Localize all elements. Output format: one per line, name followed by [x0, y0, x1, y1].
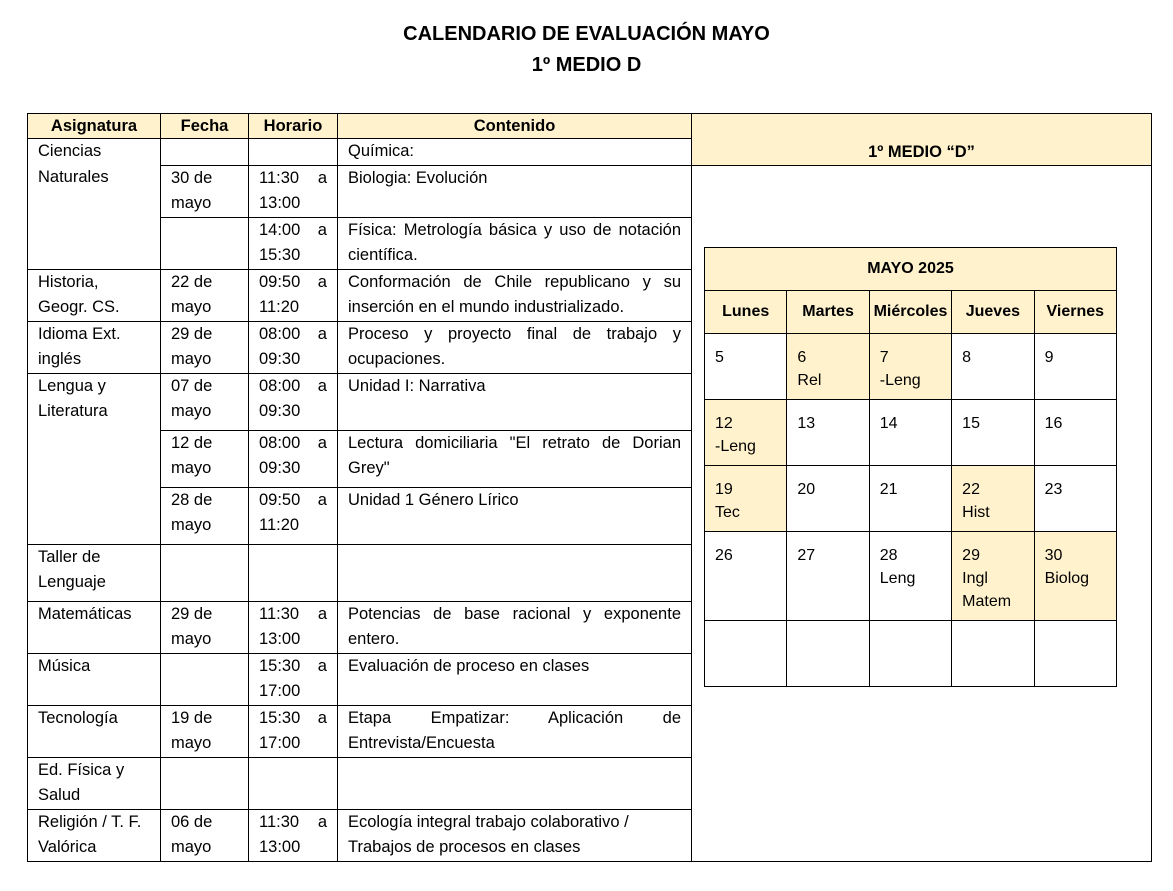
- calendar-day: 28 Leng: [869, 531, 951, 620]
- evaluation-table: [27, 113, 1152, 862]
- content-cell: Proceso y proyecto final de trabajo y ocupaciones.: [338, 321, 692, 373]
- calendar-day: 19 Tec: [705, 465, 787, 531]
- calendar-panel: [692, 165, 1152, 861]
- page-subtitle: 1º MEDIO D: [531, 54, 642, 76]
- date-cell: [161, 139, 249, 166]
- header-row: [28, 114, 1152, 139]
- subject-cell: Música: [28, 653, 161, 705]
- time-cell: [249, 139, 338, 166]
- calendar-day: 5: [705, 333, 787, 399]
- date-cell: 22 de mayo: [161, 269, 249, 321]
- content-cell: Evaluación de proceso en clases: [338, 653, 692, 705]
- date-cell: 06 de mayo: [161, 809, 249, 861]
- calendar-week: [705, 620, 1117, 686]
- date-cell: 30 de mayo: [161, 165, 249, 217]
- calendar-day: [869, 620, 951, 686]
- content-cell: Ecología integral trabajo colaborativo / Trabajos de procesos en clases: [338, 809, 692, 861]
- calendar-day: [1034, 620, 1116, 686]
- weekday-miercoles: Miércoles: [869, 290, 951, 333]
- subject-cell: Tecnología: [28, 705, 161, 757]
- may-calendar: [704, 247, 1117, 687]
- calendar-note: -Leng: [879, 371, 921, 389]
- table-row: [28, 165, 1152, 217]
- calendar-note: Biolog: [1044, 569, 1090, 587]
- course-header: 1º MEDIO “D”: [692, 114, 1152, 166]
- subject-cell: Taller de Lenguaje: [28, 544, 161, 601]
- weekday-row: [705, 290, 1117, 333]
- time-cell: 14:00 a 15:30: [249, 217, 338, 269]
- calendar-day: 12 -Leng: [705, 399, 787, 465]
- date-cell: 19 de mayo: [161, 705, 249, 757]
- subject-cell: Idioma Ext. inglés: [28, 321, 161, 373]
- header-contenido: Contenido: [338, 114, 692, 139]
- calendar-note: Tec: [715, 503, 740, 521]
- date-cell: [161, 217, 249, 269]
- subject-cell: Ciencias Naturales: [28, 139, 161, 270]
- subject-cell: Historia, Geogr. CS.: [28, 269, 161, 321]
- time-cell: 09:50 a 11:20: [249, 487, 338, 544]
- content-cell: Unidad I: Narrativa: [338, 373, 692, 430]
- content-cell: Lectura domiciliaria "El retrato de Dorian Grey": [338, 430, 692, 487]
- calendar-day: [705, 620, 787, 686]
- calendar-day: [787, 620, 869, 686]
- time-cell: 15:30 a 17:00: [249, 705, 338, 757]
- time-cell: 08:00 a 09:30: [249, 321, 338, 373]
- subject-cell: Lengua y Literatura: [28, 373, 161, 544]
- subject-cell: Matemáticas: [28, 601, 161, 653]
- time-cell: [249, 757, 338, 809]
- time-cell: 15:30 a 17:00: [249, 653, 338, 705]
- content-cell: Física: Metrología básica y uso de notación científica.: [338, 217, 692, 269]
- calendar-day: 9: [1034, 333, 1116, 399]
- content-cell: [338, 544, 692, 601]
- date-cell: 12 de mayo: [161, 430, 249, 487]
- weekday-lunes: Lunes: [705, 290, 787, 333]
- calendar-day: 22 Hist: [952, 465, 1034, 531]
- calendar-day: 21: [869, 465, 951, 531]
- time-cell: 11:30 a 13:00: [249, 601, 338, 653]
- weekday-martes: Martes: [787, 290, 869, 333]
- calendar-day: 14: [869, 399, 951, 465]
- calendar-day: 27: [787, 531, 869, 620]
- weekday-jueves: Jueves: [952, 290, 1034, 333]
- calendar-note: Ingl: [962, 569, 988, 587]
- calendar-week: [705, 465, 1117, 531]
- date-cell: 29 de mayo: [161, 321, 249, 373]
- time-cell: [249, 544, 338, 601]
- calendar-day: 8: [952, 333, 1034, 399]
- date-cell: [161, 544, 249, 601]
- calendar-day: 15: [952, 399, 1034, 465]
- header-asignatura: Asignatura: [28, 114, 161, 139]
- calendar-note: -Leng: [715, 437, 756, 455]
- header-horario: Horario: [249, 114, 338, 139]
- content-cell: Unidad 1 Género Lírico: [338, 487, 692, 544]
- time-cell: 09:50 a 11:20: [249, 269, 338, 321]
- content-cell: [338, 757, 692, 809]
- content-cell: Biologia: Evolución: [338, 165, 692, 217]
- content-cell: Potencias de base racional y exponente entero.: [338, 601, 692, 653]
- date-cell: [161, 653, 249, 705]
- content-cell: Etapa Empatizar: Aplicación de Entrevista/Encuesta: [338, 705, 692, 757]
- calendar-title: MAYO 2025: [705, 247, 1117, 290]
- calendar-day: 6 Rel: [787, 333, 869, 399]
- calendar-day: 26: [705, 531, 787, 620]
- content-cell: Conformación de Chile republicano y su inserción en el mundo industrializado.: [338, 269, 692, 321]
- date-cell: 29 de mayo: [161, 601, 249, 653]
- calendar-day: 30 Biolog: [1034, 531, 1116, 620]
- calendar-day: 13: [787, 399, 869, 465]
- calendar-note: Matem: [962, 592, 1012, 610]
- time-cell: 08:00 a 09:30: [249, 430, 338, 487]
- calendar-day: 23: [1034, 465, 1116, 531]
- calendar-note: Hist: [962, 503, 990, 521]
- calendar-week: [705, 531, 1117, 620]
- calendar-week: [705, 399, 1117, 465]
- time-cell: 11:30 a 13:00: [249, 809, 338, 861]
- time-cell: 11:30 a 13:00: [249, 165, 338, 217]
- calendar-day: [952, 620, 1034, 686]
- time-cell: 08:00 a 09:30: [249, 373, 338, 430]
- page-title: CALENDARIO DE EVALUACIÓN MAYO: [403, 23, 770, 45]
- date-cell: 07 de mayo: [161, 373, 249, 430]
- calendar-day: 7 -Leng: [869, 333, 951, 399]
- subject-cell: Religión / T. F. Valórica: [28, 809, 161, 861]
- calendar-day: 16: [1034, 399, 1116, 465]
- date-cell: [161, 757, 249, 809]
- content-cell: Química:: [338, 139, 692, 166]
- header-fecha: Fecha: [161, 114, 249, 139]
- subject-cell: Ed. Física y Salud: [28, 757, 161, 809]
- calendar-week: [705, 333, 1117, 399]
- calendar-note: Leng: [879, 569, 916, 587]
- calendar-day: 29 Ingl Matem: [952, 531, 1034, 620]
- calendar-day: 20: [787, 465, 869, 531]
- calendar-note: Rel: [797, 371, 822, 389]
- date-cell: 28 de mayo: [161, 487, 249, 544]
- weekday-viernes: Viernes: [1034, 290, 1116, 333]
